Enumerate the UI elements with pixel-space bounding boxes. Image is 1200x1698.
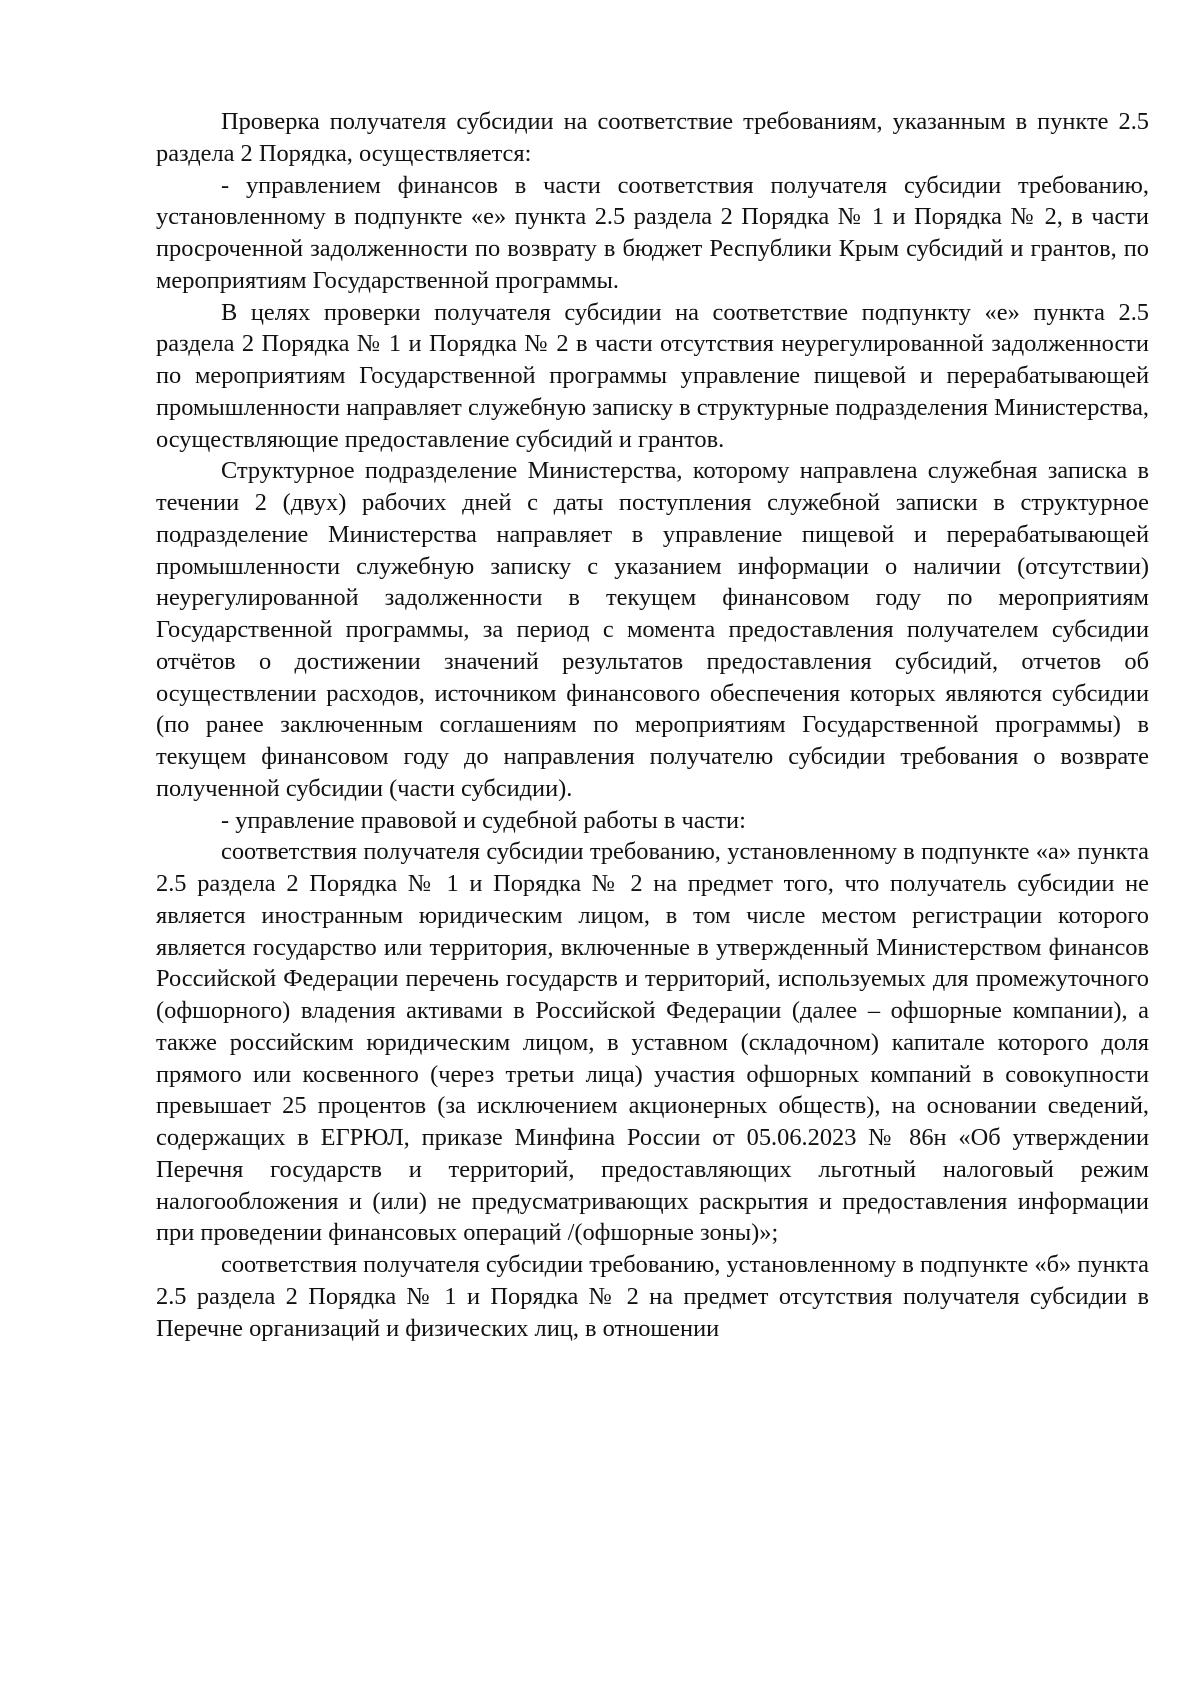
paragraph-debt-check: В целях проверки получателя субсидии на соответствие подпункту «е» пункта 2.5 раздела 2 Порядка № 1 и Порядка № 2 в части отсутствия неурегулированной задолженности по мероприятиям Государственной программы управление пищевой и перерабатывающей промышленности направляет служебную записку в структурные подразделения Министерства, осуществляющие предоставление субсидий и грантов. xyxy=(156,298,1149,453)
paragraph-verification-intro: Проверка получателя субсидии на соответствие требованиям, указанным в пункте 2.5 раздела 2 Порядка, осуществляется: xyxy=(156,108,1149,167)
paragraph-list-requirement: соответствия получателя субсидии требованию, установленному в подпункте «б» пункта 2.5 раздела 2 Порядка № 1 и Порядка № 2 на предмет отсутствия получателя субсидии в Перечне организаций и физических лиц, в отношении xyxy=(156,1251,1149,1342)
document-body xyxy=(156,106,1149,1344)
paragraph-structural-unit: Структурное подразделение Министерства, которому направлена служебная записка в течении 2 (двух) рабочих дней с даты поступления служебной записки в структурное подразделение Министерства направляет в управление пищевой и перерабатывающей промышленности служебную записку с указанием информации о наличии (отсутствии) неурегулированной задолженности в текущем финансовом году по мероприятиям Государственной программы, за период с момента предоставления получателем субсидии отчётов о достижении значений результатов предоставления субсидий, отчетов об осуществлении расходов, источником финансового обеспечения которых являются субсидии (по ранее заключенным соглашениям по мероприятиям Государственной программы) в текущем финансовом году до направления получателю субсидии требования о возврате полученной субсидии (части субсидии). xyxy=(156,457,1149,802)
paragraph-offshore-requirement: соответствия получателя субсидии требованию, установленному в подпункте «а» пункта 2.5 раздела 2 Порядка № 1 и Порядка № 2 на предмет того, что получатель субсидии не является иностранным юридическим лицом, в том числе местом регистрации которого является государство или территория, включенные в утвержденный Министерством финансов Российской Федерации перечень государств и территорий, используемых для промежуточного (офшорного) владения активами в Российской Федерации (далее – офшорные компании), а также российским юридическим лицом, в уставном (складочном) капитале которого доля прямого или косвенного (через третьи лица) участия офшорных компаний в совокупности превышает 25 процентов (за исключением акционерных обществ), на основании сведений, содержащих в ЕГРЮЛ, приказе Минфина России от 05.06.2023 № 86н «Об утверждении Перечня государств и территорий, предоставляющих льготный налоговый режим налогообложения и (или) не предусматривающих раскрытия и предоставления информации при проведении финансовых операций /(офшорные зоны)»; xyxy=(156,838,1149,1247)
paragraph-legal-department: - управление правовой и судебной работы в части: xyxy=(221,806,746,834)
paragraph-finance-department: - управлением финансов в части соответствия получателя субсидии требованию, установленному в подпункте «е» пункта 2.5 раздела 2 Порядка № 1 и Порядка № 2, в части просроченной задолженности по возврату в бюджет Республики Крым субсидий и грантов, по мероприятиям Государственной программы. xyxy=(156,171,1149,294)
